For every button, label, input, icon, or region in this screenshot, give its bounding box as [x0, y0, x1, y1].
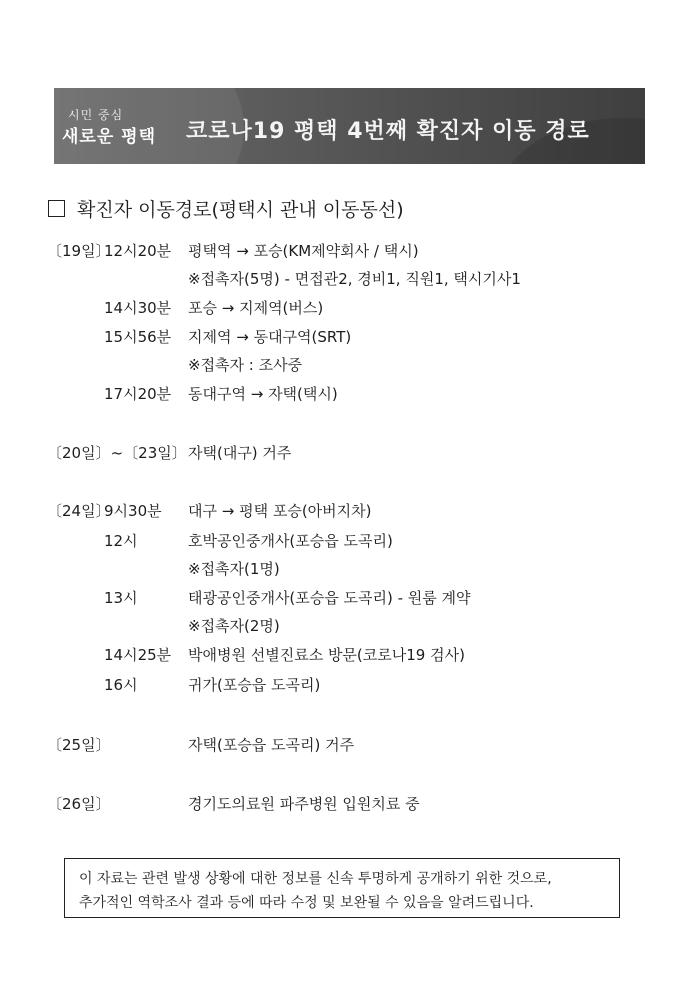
timeline-time: 12시 — [104, 532, 138, 550]
timeline-time: 12시20분 — [104, 242, 172, 260]
notice-line: 추가적인 역학조사 결과 등에 따라 수정 및 보완될 수 있음을 알려드립니다. — [79, 895, 534, 911]
timeline-time: 17시20분 — [104, 385, 172, 403]
contact-note: ※접촉자(2명) — [188, 617, 280, 635]
contact-note: ※접촉자 : 조사중 — [188, 356, 303, 374]
timeline-date: 〔26일〕 — [47, 795, 111, 813]
contact-note: ※접촉자(5명) - 면접관2, 경비1, 직원1, 택시기사1 — [188, 270, 521, 288]
brand-logo-text: 새로운 평택 — [62, 127, 157, 147]
timeline-time: 9시30분 — [104, 502, 162, 520]
timeline-desc: 경기도의료원 파주병원 입원치료 중 — [188, 795, 420, 813]
timeline-date: 〔25일〕 — [47, 736, 111, 754]
timeline-desc: 자택(대구) 거주 — [188, 444, 292, 462]
timeline-time: 14시25분 — [104, 646, 172, 664]
timeline-desc: 태광공인중개사(포승읍 도곡리) - 원룸 계약 — [188, 589, 471, 607]
timeline-desc: 포승 → 지제역(버스) — [188, 299, 324, 317]
notice-line: 이 자료는 관련 발생 상황에 대한 정보를 신속 투명하게 공개하기 위한 것으로, — [79, 871, 552, 887]
timeline-desc: 자택(포승읍 도곡리) 거주 — [188, 736, 355, 754]
timeline-time: 15시56분 — [104, 328, 172, 346]
section-heading — [48, 195, 404, 222]
timeline-date: 〔20일〕~〔23일〕 — [47, 444, 187, 462]
timeline-desc: 대구 → 평택 포승(아버지차) — [188, 502, 372, 520]
timeline-desc: 박애병원 선별진료소 방문(코로나19 검사) — [188, 646, 465, 664]
timeline-desc: 지제역 → 동대구역(SRT) — [188, 328, 352, 346]
brand-subtitle: 시민 중심 — [68, 108, 124, 122]
timeline-desc: 호박공인중개사(포승읍 도곡리) — [188, 532, 393, 550]
timeline-time: 14시30분 — [104, 299, 172, 317]
page-title: 코로나19 평택 4번째 확진자 이동 경로 — [186, 119, 590, 144]
contact-note: ※접촉자(1명) — [188, 560, 280, 578]
timeline-time: 13시 — [104, 589, 138, 607]
timeline-date: 〔24일〕 — [47, 502, 111, 520]
timeline-desc: 동대구역 → 자택(택시) — [188, 385, 338, 403]
timeline-desc: 평택역 → 포승(KM제약회사 / 택시) — [188, 242, 419, 260]
section-title: 확진자 이동경로(평택시 관내 이동동선) — [77, 199, 404, 221]
checkbox-square-icon — [48, 200, 65, 217]
timeline-time: 16시 — [104, 676, 138, 694]
timeline-date: 〔19일〕 — [47, 242, 111, 260]
timeline-desc: 귀가(포승읍 도곡리) — [188, 676, 321, 694]
notice-box — [64, 858, 620, 918]
